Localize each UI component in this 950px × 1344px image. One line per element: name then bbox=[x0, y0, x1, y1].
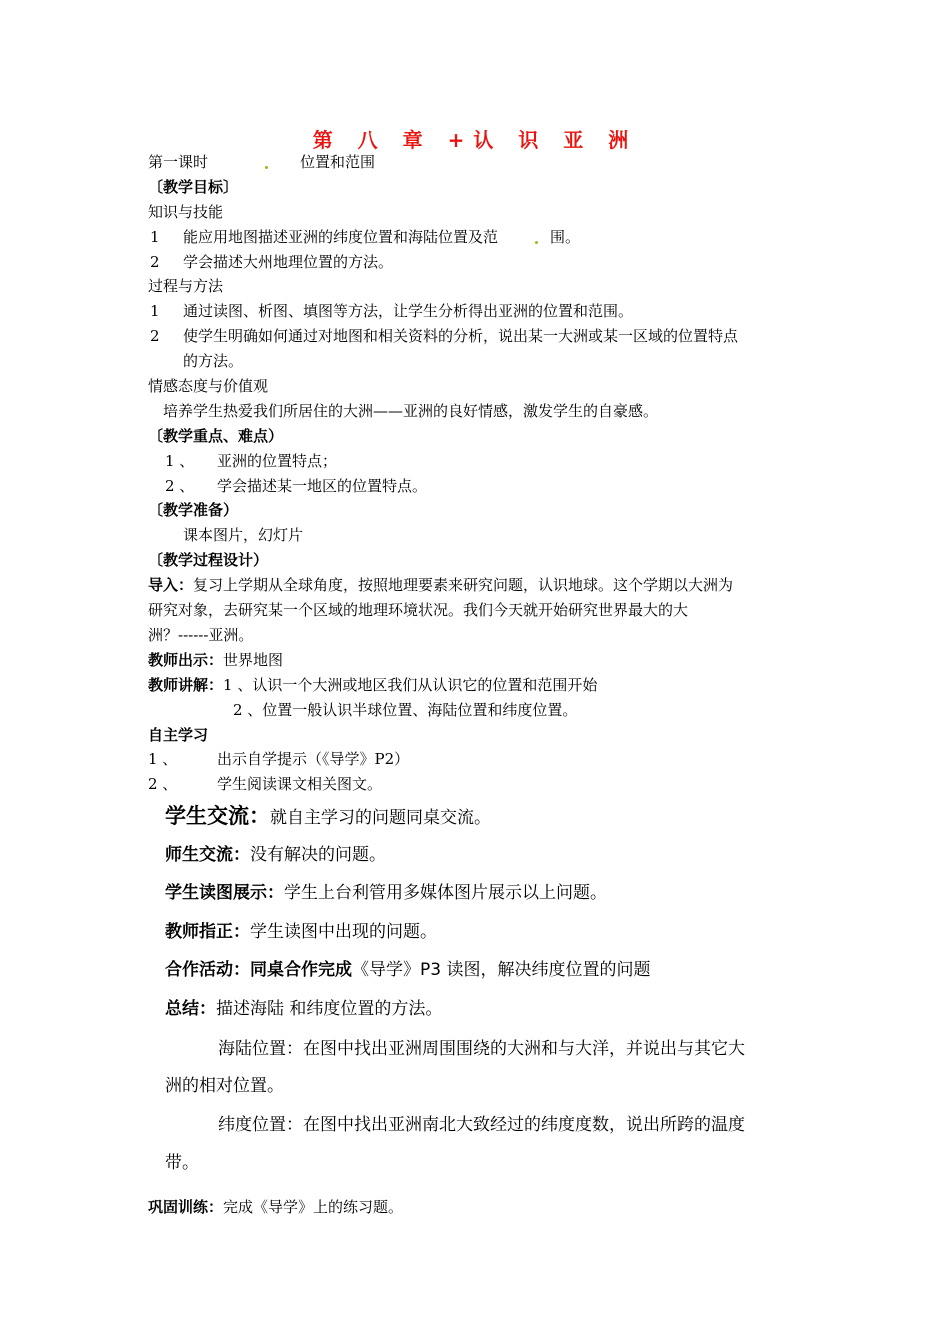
intro-text-1: 复习上学期从全球角度，按照地理要素来研究问题，认识地球。这个学期以大洲为 bbox=[193, 576, 734, 594]
green-dot bbox=[535, 241, 538, 244]
summary-text: 描述海陆 和纬度位置的方法。 bbox=[216, 999, 443, 1019]
knowledge-heading: 知识与技能 bbox=[148, 203, 224, 221]
process-design-heading: 〔教学过程设计） bbox=[148, 551, 269, 569]
process-item-2-num: 2 bbox=[150, 327, 160, 345]
sea-land-line-1: 海陆位置：在图中找出亚洲周围围绕的大洲和与大洋，并说出与其它大 bbox=[218, 1039, 745, 1059]
preparation-text: 课本图片，幻灯片 bbox=[183, 526, 304, 544]
student-exchange-label: 学生交流： bbox=[165, 804, 270, 828]
summary bbox=[165, 997, 442, 1021]
process-heading: 过程与方法 bbox=[148, 277, 224, 295]
keypoint-2-num: 2 、 bbox=[165, 477, 195, 495]
practice-text: 完成《导学》上的练习题。 bbox=[223, 1198, 404, 1216]
summary-label: 总结： bbox=[165, 999, 216, 1019]
keypoint-1-num: 1 、 bbox=[165, 452, 195, 470]
coop-activity bbox=[165, 958, 650, 982]
emotion-heading: 情感态度与价值观 bbox=[148, 377, 269, 395]
keypoint-2: 学会描述某一地区的位置特点。 bbox=[217, 477, 428, 495]
teacher-correct-label: 教师指正： bbox=[165, 922, 250, 942]
knowledge-item-2: 学会描述大州地理位置的方法。 bbox=[183, 253, 394, 271]
self-study-2-num: 2 、 bbox=[148, 775, 178, 793]
process-item-2: 使学生明确如何通过对地图和相关资料的分析，说出某一大洲或某一区域的位置特点 bbox=[183, 327, 739, 345]
knowledge-item-2-num: 2 bbox=[150, 253, 160, 271]
lesson-label: 第一课时 bbox=[148, 153, 209, 171]
teacher-student-exchange bbox=[165, 843, 386, 867]
preparation-heading: 〔教学准备） bbox=[148, 501, 239, 519]
chapter-title: 第 八 章 +认 识 亚 洲 bbox=[312, 128, 638, 152]
lesson-topic: 位置和范围 bbox=[300, 153, 376, 171]
self-study-heading: 自主学习 bbox=[148, 726, 209, 744]
coop-text: 《导学》P3 读图，解决纬度位置的问题 bbox=[352, 960, 651, 980]
sea-land-line-2: 洲的相对位置。 bbox=[165, 1076, 284, 1096]
self-study-2: 学生阅读课文相关图文。 bbox=[217, 775, 383, 793]
teacher-explain-2: 2 、位置一般认识半球位置、海陆位置和纬度位置。 bbox=[233, 701, 578, 719]
intro-line-2: 研究对象，去研究某一个区域的地理环境状况。我们今天就开始研究世界最大的大 bbox=[148, 601, 689, 619]
emotion-text: 培养学生热爱我们所居住的大洲——亚洲的良好情感，激发学生的自豪感。 bbox=[163, 402, 659, 420]
knowledge-item-1: 能应用地图描述亚洲的纬度位置和海陆位置及范 bbox=[183, 228, 499, 246]
student-exchange-text: 就自主学习的问题同桌交流。 bbox=[270, 808, 491, 828]
knowledge-item-1-num: 1 bbox=[150, 228, 160, 246]
green-dot bbox=[265, 166, 268, 169]
latitude-line-2: 带。 bbox=[165, 1153, 199, 1173]
self-study-1-num: 1 、 bbox=[148, 750, 178, 768]
teacher-show-text: 世界地图 bbox=[223, 651, 284, 669]
process-item-1-num: 1 bbox=[150, 302, 160, 320]
teacher-show bbox=[148, 650, 283, 670]
map-show-label: 学生读图展示： bbox=[165, 883, 284, 903]
teacher-correct bbox=[165, 920, 437, 944]
teacher-student-label: 师生交流： bbox=[165, 845, 250, 865]
objectives-heading: 〔教学目标〕 bbox=[148, 178, 239, 196]
coop-label: 合作活动：同桌合作完成 bbox=[165, 960, 352, 980]
intro-label: 导入： bbox=[148, 576, 194, 594]
keypoints-heading: 〔教学重点、难点） bbox=[148, 427, 284, 445]
intro-line-3: 洲？------亚洲。 bbox=[148, 626, 254, 644]
knowledge-item-1-tail: 围。 bbox=[550, 228, 581, 246]
teacher-show-label: 教师出示： bbox=[148, 651, 224, 669]
process-item-1: 通过读图、析图、填图等方法，让学生分析得出亚洲的位置和范围。 bbox=[183, 302, 634, 320]
teacher-explain-label: 教师讲解： bbox=[148, 676, 224, 694]
latitude-line-1: 纬度位置：在图中找出亚洲南北大致经过的纬度度数，说出所跨的温度 bbox=[218, 1115, 745, 1135]
self-study-1: 出示自学提示（《导学》P2） bbox=[217, 750, 410, 768]
teacher-correct-text: 学生读图中出现的问题。 bbox=[250, 922, 437, 942]
student-exchange bbox=[165, 804, 491, 830]
teacher-explain bbox=[148, 675, 597, 695]
teacher-student-text: 没有解决的问题。 bbox=[250, 845, 386, 865]
map-show-text: 学生上台利管用多媒体图片展示以上问题。 bbox=[284, 883, 607, 903]
practice-label: 巩固训练： bbox=[148, 1198, 224, 1216]
process-item-2-cont: 的方法。 bbox=[183, 352, 244, 370]
keypoint-1: 亚洲的位置特点； bbox=[217, 452, 338, 470]
map-show bbox=[165, 881, 607, 905]
intro-line-1 bbox=[148, 575, 733, 595]
teacher-explain-1: 1 、认识一个大洲或地区我们从认识它的位置和范围开始 bbox=[223, 676, 598, 694]
practice bbox=[148, 1197, 403, 1217]
